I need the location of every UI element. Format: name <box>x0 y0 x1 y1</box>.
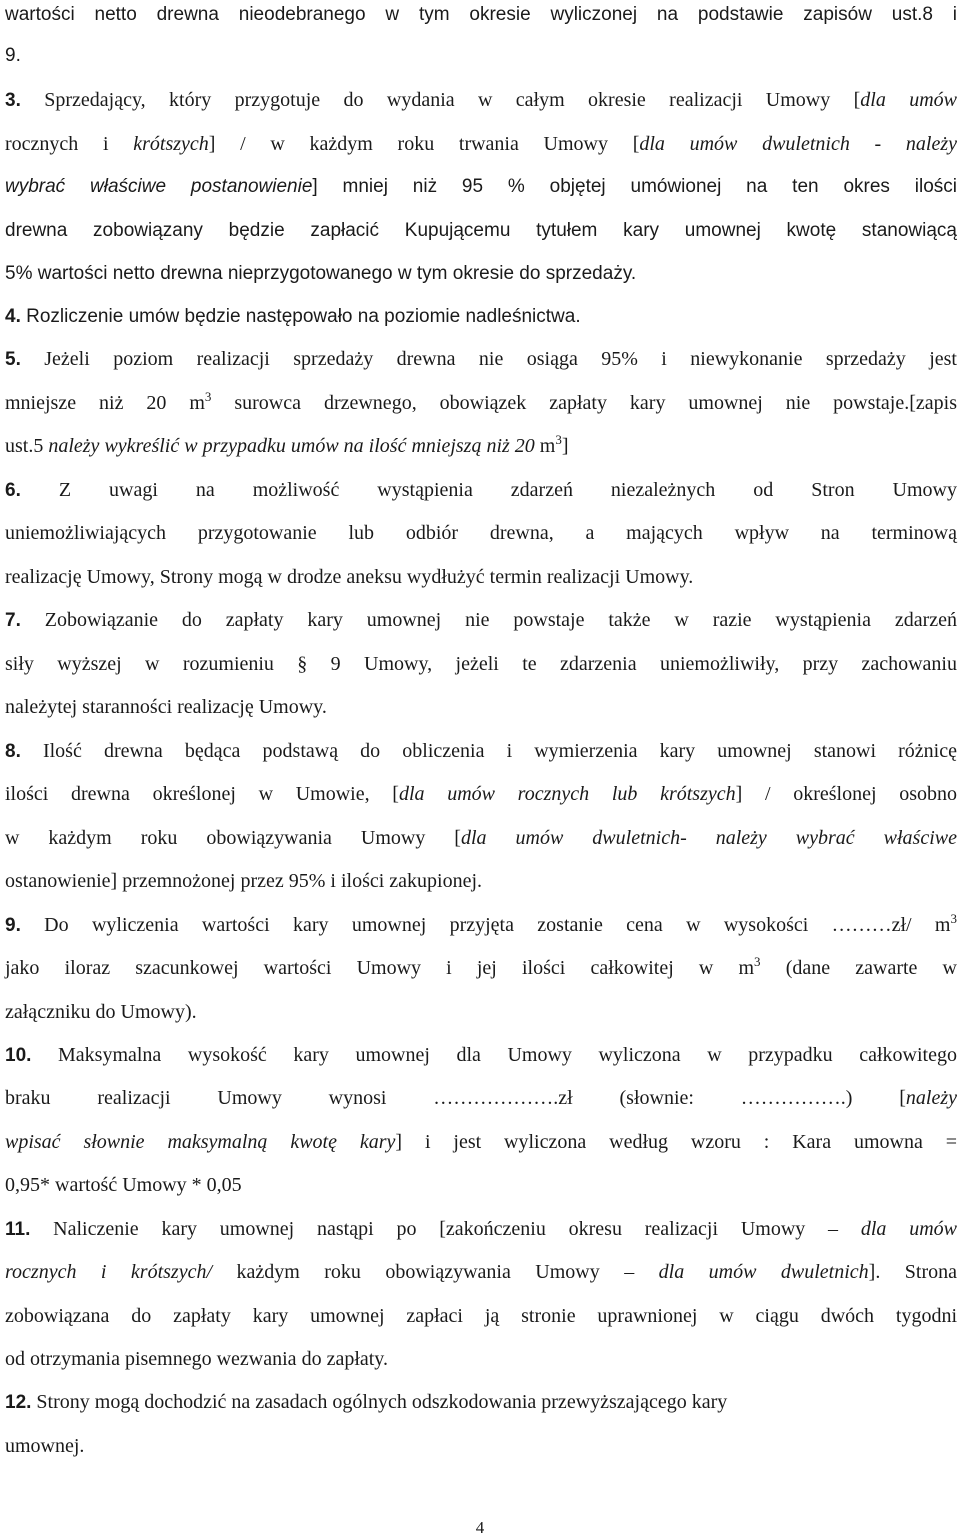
paragraph-6-line <box>5 520 957 546</box>
text: umownej. <box>5 1435 85 1457</box>
text: dla umów <box>860 1218 957 1240</box>
text: krótszych <box>133 133 209 155</box>
text: 0,95* wartość Umowy * 0,05 <box>5 1174 242 1196</box>
text: ] i jest wyliczona według wzoru : Kara umowna = <box>395 1131 958 1153</box>
text: należy wykreślić w przypadku umów na ilość mniejszą niż 20 <box>48 435 540 457</box>
text: dla umów dwuletnich- należy wybrać właściwe <box>460 827 957 849</box>
text: Sprzedający, który przygotuje do wydania w całym okresie realizacji Umowy [ <box>20 89 861 111</box>
paragraph-10-line <box>5 1172 957 1198</box>
text: wybrać właściwe postanowienie <box>5 176 313 197</box>
text: 9. <box>5 45 21 66</box>
paragraph-9 <box>5 912 957 939</box>
paragraph-7-line <box>5 651 957 677</box>
text: dla umów rocznych lub krótszych <box>398 783 736 805</box>
text: każdym roku obowiązywania Umowy – <box>212 1261 659 1283</box>
paragraph-6 <box>5 477 957 504</box>
text: m <box>539 435 556 457</box>
text: mniejsze niż 20 m <box>5 392 205 414</box>
superscript: 3 <box>204 389 212 404</box>
text: wartości netto drewna nieodebranego w tym okresie wyliczonej na podstawie zapisów ust.8 i <box>5 4 957 25</box>
text: Rozliczenie umów będzie następowało na poziomie nadleśnictwa. <box>20 306 581 327</box>
text: ] / w każdym roku trwania Umowy [ <box>208 133 640 155</box>
paragraph-10-line <box>5 1129 957 1155</box>
paragraph-10-line <box>5 1085 957 1111</box>
superscript: 3 <box>950 911 957 926</box>
paragraph-3-line <box>5 261 957 287</box>
paragraph-number: 3. <box>5 90 21 111</box>
text: surowca drzewnego, obowiązek zapłaty kary umownej nie powstaje.[zapis <box>211 392 957 414</box>
text: Strony mogą dochodzić na zasadach ogólnych odszkodowania przewyższającego kary <box>31 1391 728 1413</box>
text: Maksymalna wysokość kary umownej dla Umowy wyliczona w przypadku całkowitego <box>31 1044 957 1066</box>
text: należy <box>905 1087 957 1109</box>
text: Z uwagi na możliwość wystąpienia zdarzeń niezależnych od Stron Umowy <box>20 479 957 501</box>
text: realizację Umowy, Strony mogą w drodze aneksu wydłużyć termin realizacji Umowy. <box>5 566 694 588</box>
text: braku realizacji Umowy wynosi ……………….zł (słownie: …………….) [ <box>5 1087 906 1109</box>
paragraph-9-line <box>5 999 957 1025</box>
text: ] mniej niż 95 % objętej umówionej na ten okres ilości <box>312 176 957 197</box>
intro-line <box>5 2 957 28</box>
text: rocznych i krótszych/ <box>5 1261 213 1283</box>
paragraph-5-line <box>5 390 957 416</box>
text: należytej staranności realizację Umowy. <box>5 696 327 718</box>
paragraph-3 <box>5 87 957 114</box>
paragraph-8 <box>5 738 957 765</box>
text: ilości drewna określonej w Umowie, [ <box>5 783 399 805</box>
text: zobowiązana do zapłaty kary umownej zapłaci ją stronie uprawnionej w ciągu dwóch tygodni <box>5 1305 957 1327</box>
text: ]. Strona <box>868 1261 958 1283</box>
text: siły wyższej w rozumieniu § 9 Umowy, jeżeli te zdarzenia uniemożliwiły, przy zachowaniu <box>5 653 957 675</box>
paragraph-8-line <box>5 868 957 894</box>
paragraph-8-line <box>5 781 957 807</box>
text: ust.5 <box>5 435 49 457</box>
page-number: 4 <box>475 1518 485 1537</box>
text: Ilość drewna będąca podstawą do obliczenia i wymierzenia kary umownej stanowi różnicę <box>20 740 957 762</box>
paragraph-4 <box>5 304 957 330</box>
paragraph-number: 10. <box>5 1045 32 1066</box>
paragraph-number: 4. <box>5 306 21 327</box>
text: uniemożliwiających przygotowanie lub odbiór drewna, a mających wpływ na terminową <box>5 522 957 544</box>
paragraph-9-line <box>5 955 957 981</box>
paragraph-6-line <box>5 564 957 590</box>
paragraph-11-line <box>5 1346 957 1372</box>
paragraph-8-line <box>5 825 957 851</box>
text: Zobowiązanie do zapłaty kary umownej nie powstaje także w razie wystąpienia zdarzeń <box>20 609 957 631</box>
paragraph-number: 9. <box>5 915 21 936</box>
text: dla umów <box>860 89 957 111</box>
paragraph-12 <box>5 1389 957 1416</box>
text: ostanowienie] przemnożonej przez 95% i ilości zakupionej. <box>5 870 483 892</box>
paragraph-number: 11. <box>5 1219 31 1240</box>
paragraph-number: 5. <box>5 349 21 370</box>
text: (dane zawarte w <box>760 957 957 979</box>
text: dla umów dwuletnich <box>658 1261 869 1283</box>
paragraph-12-line <box>5 1433 957 1459</box>
text: w każdym roku obowiązywania Umowy [ <box>5 827 461 849</box>
text: drewna zobowiązany będzie zapłacić Kupującemu tytułem kary umownej kwotę stanowiącą <box>5 220 957 241</box>
paragraph-number: 6. <box>5 480 21 501</box>
text: Do wyliczenia wartości kary umownej przyjęta zostanie cena w wysokości ………zł/ m <box>20 914 951 936</box>
paragraph-number: 12. <box>5 1392 32 1413</box>
paragraph-7 <box>5 607 957 634</box>
paragraph-7-line <box>5 694 957 720</box>
superscript: 3 <box>555 432 562 447</box>
paragraph-3-line <box>5 174 957 200</box>
paragraph-11-line <box>5 1259 957 1285</box>
text: ] <box>561 435 569 457</box>
text: załączniku do Umowy). <box>5 1001 197 1023</box>
paragraph-5-line <box>5 433 957 459</box>
text: rocznych i <box>5 133 134 155</box>
paragraph-3-line <box>5 131 957 157</box>
paragraph-3-line <box>5 218 957 244</box>
text: od otrzymania pisemnego wezwania do zapłaty. <box>5 1348 389 1370</box>
text: jako iloraz szacunkowej wartości Umowy i jej ilości całkowitej w m <box>5 957 755 979</box>
text: 5% wartości netto drewna nieprzygotowanego w tym okresie do sprzedaży. <box>5 263 637 284</box>
paragraph-10 <box>5 1042 957 1069</box>
text: Naliczenie kary umownej nastąpi po [zakończeniu okresu realizacji Umowy – <box>30 1218 861 1240</box>
intro-line <box>5 43 957 69</box>
paragraph-11-line <box>5 1303 957 1329</box>
paragraph-number: 7. <box>5 610 21 631</box>
text: dla umów dwuletnich - należy <box>639 133 957 155</box>
paragraph-5 <box>5 346 957 373</box>
paragraph-number: 8. <box>5 741 21 762</box>
paragraph-11 <box>5 1216 957 1243</box>
superscript: 3 <box>754 954 761 969</box>
text: wpisać słownie maksymalną kwotę kary <box>5 1131 396 1153</box>
text: Jeżeli poziom realizacji sprzedaży drewna nie osiąga 95% i niewykonanie sprzedaży jest <box>20 348 957 370</box>
text: ] / określonej osobno <box>735 783 958 805</box>
